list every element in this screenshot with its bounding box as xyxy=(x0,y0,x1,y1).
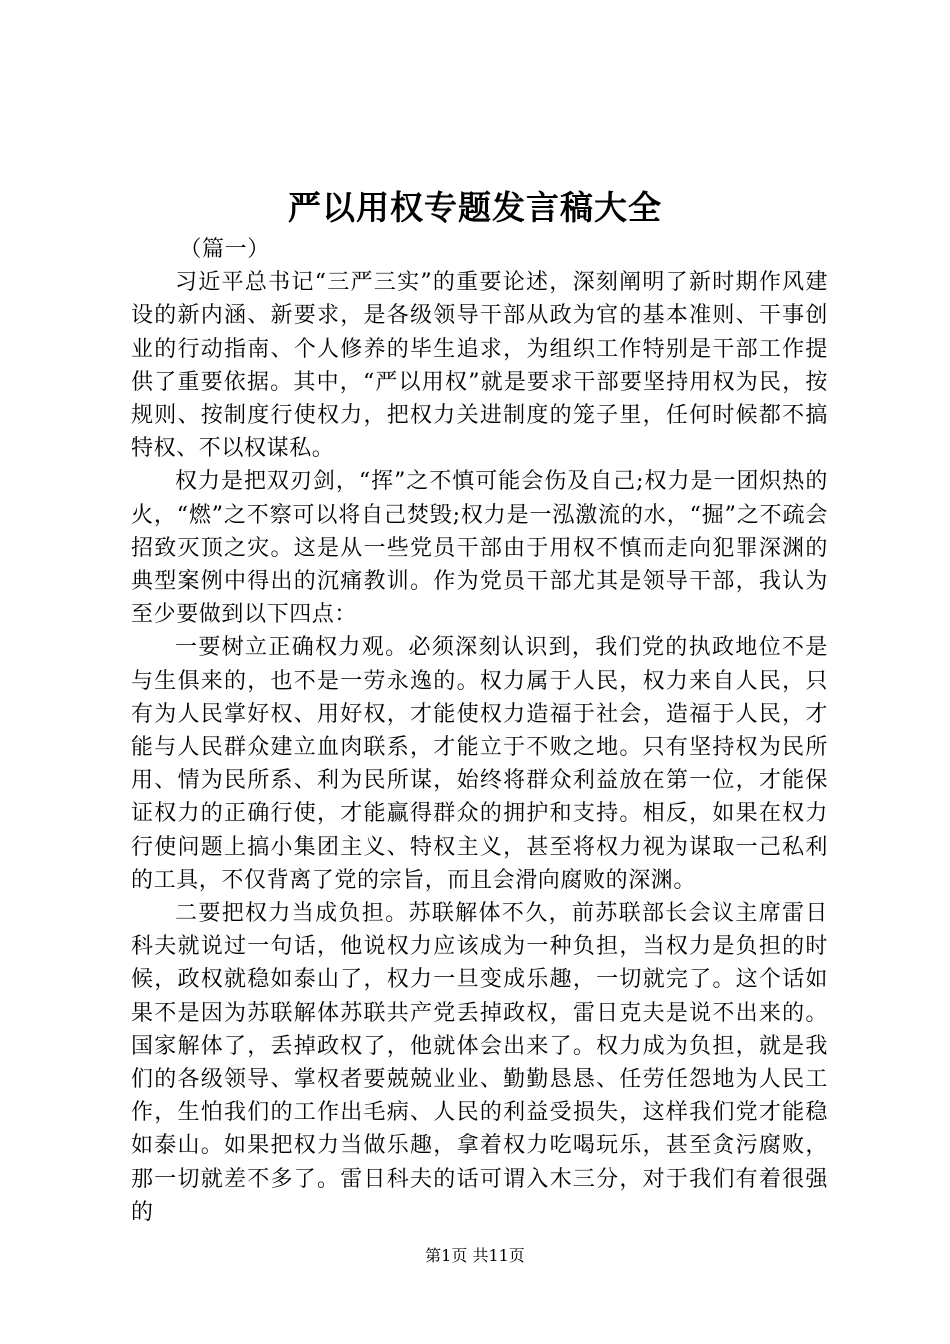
paragraph: 习近平总书记“三严三实”的重要论述，深刻阐明了新时期作风建设的新内涵、新要求，是各级领导干部从政为官的基本准则、干事创业的行动指南、个人修养的毕生追求，为组织工作特别是干部工作提供了重要依据。其中，“严以用权”就是要求干部要坚持用权为民，按规则、按制度行使权力，把权力关进制度的笼子里，任何时候都不搞特权、不以权谋私。 xyxy=(131,270,828,462)
document-body xyxy=(131,233,828,1229)
page-number-footer: 第1页 共11页 xyxy=(425,1246,525,1265)
section-label: （篇一） xyxy=(179,237,270,262)
document-title: 严以用权专题发言稿大全 xyxy=(288,188,662,227)
paragraph: 权力是把双刃剑，“挥”之不慎可能会伤及自己;权力是一团炽热的火，“燃”之不察可以将自己焚毁;权力是一泓激流的水，“掘”之不疏会招致灭顶之灾。这是从一些党员干部由于用权不慎而走向犯罪深渊的典型案例中得出的沉痛教训。作为党员干部尤其是领导干部，我认为至少要做到以下四点： xyxy=(131,469,828,628)
paragraph: 二要把权力当成负担。苏联解体不久，前苏联部长会议主席雷日科夫就说过一句话，他说权力应该成为一种负担，当权力是负担的时候，政权就稳如泰山了，权力一旦变成乐趣，一切就完了。这个话如果不是因为苏联解体苏联共产党丢掉政权，雷日克夫是说不出来的。国家解体了，丢掉政权了，他就体会出来了。权力成为负担，就是我们的各级领导、掌权者要兢兢业业、勤勤恳恳、任劳任怨地为人民工作，生怕我们的工作出毛病、人民的利益受损失，这样我们党才能稳如泰山。如果把权力当做乐趣，拿着权力吃喝玩乐，甚至贪污腐败，那一切就差不多了。雷日科夫的话可谓入木三分，对于我们有着很强的 xyxy=(131,901,828,1225)
paragraph: 一要树立正确权力观。必须深刻认识到，我们党的执政地位不是与生俱来的，也不是一劳永逸的。权力属于人民，权力来自人民，只有为人民掌好权、用好权，才能使权力造福于社会，造福于人民，才能与人民群众建立血肉联系，才能立于不败之地。只有坚持权为民所用、情为民所系、利为民所谋，始终将群众利益放在第一位，才能保证权力的正确行使，才能赢得群众的拥护和支持。相反，如果在权力行使问题上搞小集团主义、特权主义，甚至将权力视为谋取一己私利的工具，不仅背离了党的宗旨，而且会滑向腐败的深渊。 xyxy=(131,635,828,893)
